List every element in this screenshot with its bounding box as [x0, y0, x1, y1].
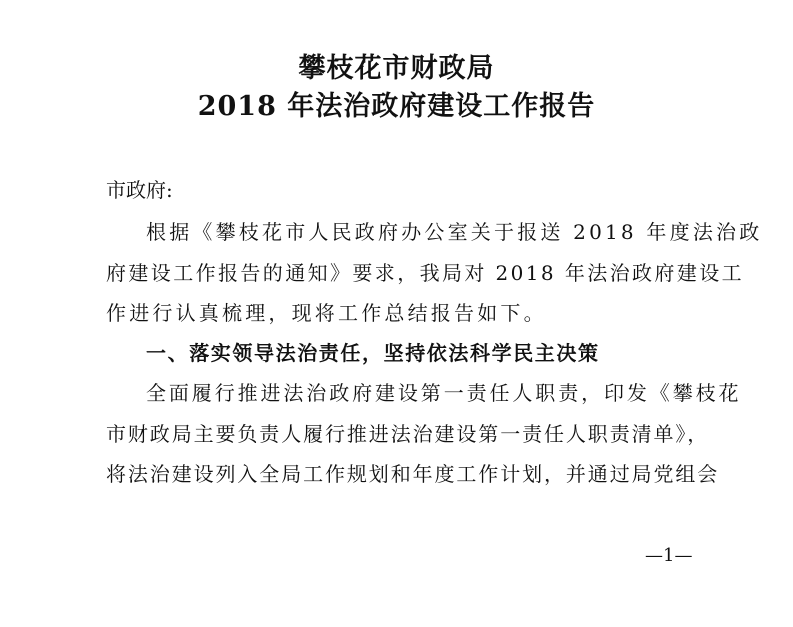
document-title-line-2: 2018 年法治政府建设工作报告 [197, 91, 596, 122]
intro-paragraph-line-3: 作进行认真梳理，现将工作总结报告如下。 [106, 301, 547, 325]
intro-paragraph-line-1: 根据《攀枝花市人民政府办公室关于报送 2018 年度法治政 [146, 220, 763, 244]
page-number: —1— [645, 545, 693, 566]
section-paragraph-line-1: 全面履行推进法治政府建设第一责任人职责，印发《攀枝花 [146, 381, 742, 405]
document-title-line-1: 攀枝花市财政局 [298, 53, 495, 84]
salutation: 市政府: [106, 178, 173, 202]
section-heading: 一、落实领导法治责任，坚持依法科学民主决策 [146, 341, 600, 365]
section-paragraph-line-3: 将法治建设列入全局工作规划和年度工作计划，并通过局党组会 [106, 462, 720, 486]
intro-paragraph-line-2: 府建设工作报告的通知》要求，我局对 2018 年法治政府建设工 [106, 261, 745, 285]
section-paragraph-line-2: 市财政局主要负责人履行推进法治建设第一责任人职责清单》， [106, 422, 710, 446]
